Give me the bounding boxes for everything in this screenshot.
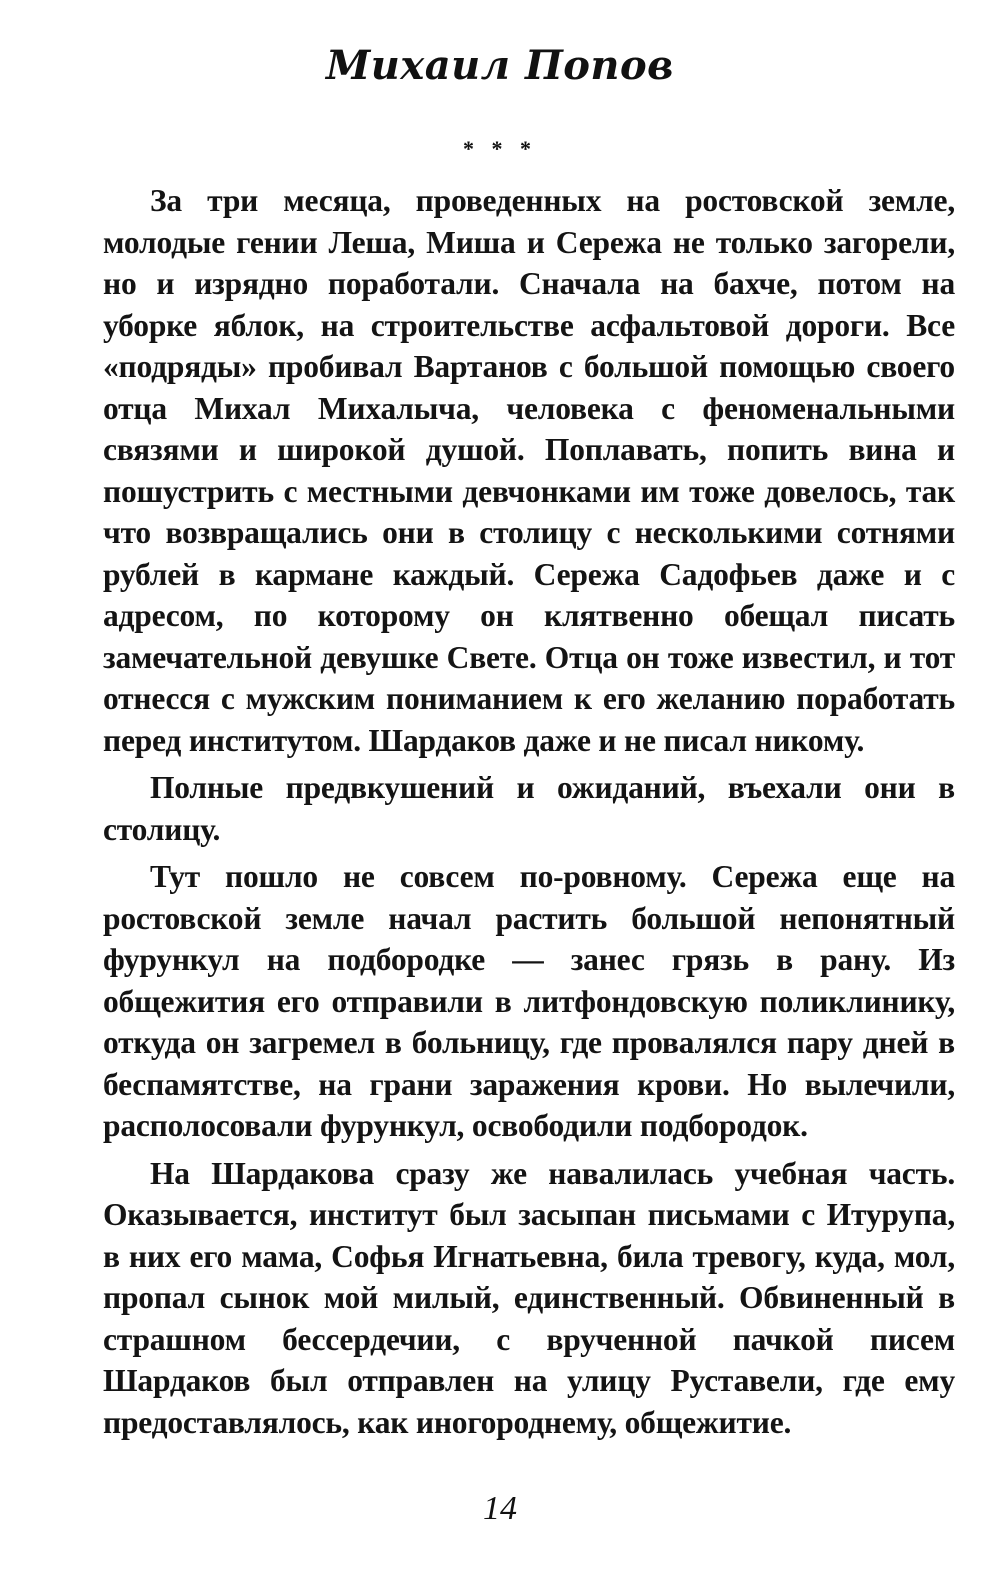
paragraph-2: Полные предвкушений и ожиданий, въехали они в столицу. [103, 770, 955, 847]
page-number: 14 [483, 1490, 517, 1527]
section-break-asterisks: * * * [463, 136, 537, 161]
body-text [103, 180, 955, 1449]
paragraph-1: За три месяца, проведенных на ростовской земле, молодые гении Леша, Миша и Сережа не только загорели, но и изрядно поработали. Сначала на бахче, потом на уборке яблок, на строительстве асфальтовой дороги. Все «подряды» пробивал Вартанов с большой помощью своего отца Михал Михалыча, человека с феноменальными связями и широкой душой. Поплавать, попить вина и пошустрить с местными девчонками им тоже довелось, так что возвращались они в столицу с несколькими сотнями рублей в кармане каждый. Сережа Садофьев даже и с адресом, по которому он клятвенно обещал писать замечательной девушке Свете. Отца он тоже известил, и тот отнесся с мужским пониманием к его желанию поработать перед институтом. Шардаков даже и не писал никому. [103, 183, 955, 758]
paragraph-4: На Шардакова сразу же навалилась учебная часть. Оказывается, институт был засыпан письмами с Итурупа, в них его мама, Софья Игнатьевна, била тревогу, куда, мол, пропал сынок мой милый, единственный. Обвиненный в страшном бессердечии, с врученной пачкой писем Шардаков был отправлен на улицу Руставели, где ему предоставлялось, как иногороднему, общежитие. [103, 1155, 955, 1440]
running-header-author: Михаил Попов [326, 42, 674, 89]
paragraph-3: Тут пошло не совсем по-ровному. Сережа еще на ростовской земле начал растить большой непонятный фурункул на подбородке — занес грязь в рану. Из общежития его отправили в литфондовскую поликлинику, откуда он загремел в больницу, где провалялся пару дней в беспамятстве, на грани заражения крови. Но вылечили, располосовали фурункул, освободили подбородок. [103, 859, 955, 1143]
